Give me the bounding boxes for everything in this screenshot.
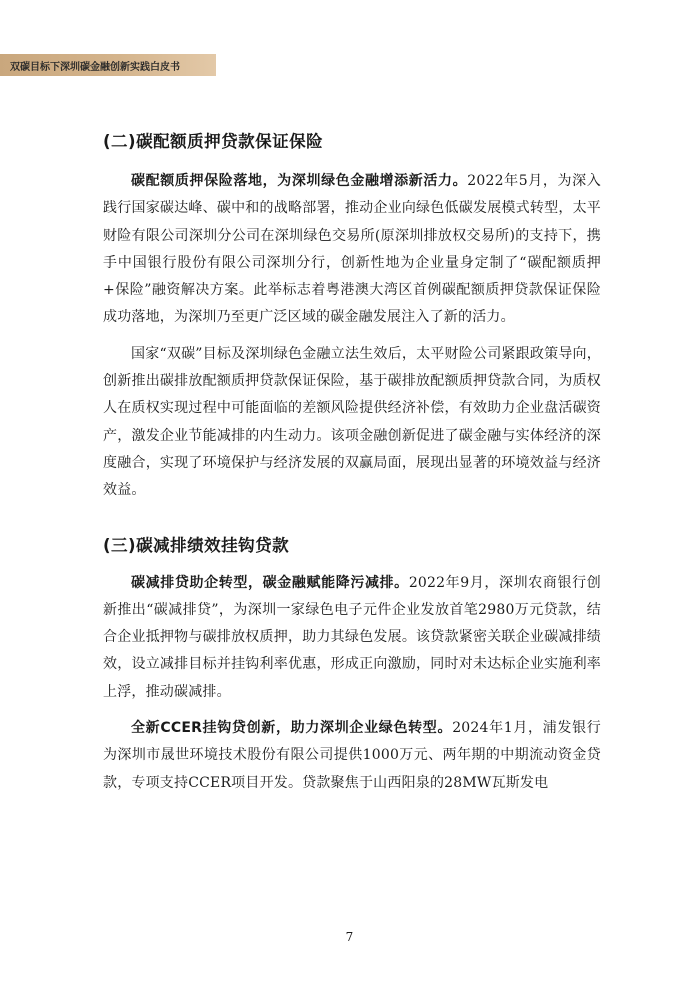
- paragraph-text: 2022年9月，深圳农商银行创新推出“碳减排贷”，为深圳一家绿色电子元件企业发放首笔2980万元贷款，结合企业抵押物与碳排放权质押，助力其绿色发展。该贷款紧密关联企业碳减排绩效，设立减排目标并挂钩利率优惠，形成正向激励，同时对未达标企业实施利率上浮，推动碳减排。: [103, 574, 601, 700]
- header-title: 双碳目标下深圳碳金融创新实践白皮书: [10, 62, 180, 73]
- paragraph-text: 2022年5月，为深入践行国家碳达峰、碳中和的战略部署，推动企业向绿色低碳发展模式转型，太平财险有限公司深圳分公司在深圳绿色交易所(原深圳排放权交易所)的支持下，携手中国银行股份有限公司深圳分行，创新性地为企业量身定制了“碳配额质押+保险”融资解决方案。此举标志着粤港澳大湾区首例碳配额质押贷款保证保险成功落地，为深圳乃至更广泛区域的碳金融发展注入了新的活力。: [103, 173, 601, 326]
- paragraph: [103, 715, 601, 797]
- paragraph-text: 国家“双碳”目标及深圳绿色金融立法生效后，太平财险公司紧跟政策导向，创新推出碳排放配额质押贷款保证保险，基于碳排放配额质押贷款合同，为质权人在质权实现过程中可能面临的差额风险提供经济补偿，有效助力企业盘活碳资产，激发企业节能减排的内生动力。该项金融创新促进了碳金融与实体经济的深度融合，实现了环境保护与经济发展的双赢局面，展现出显著的环境效益与经济效益。: [103, 345, 601, 499]
- header-band: [0, 54, 216, 76]
- paragraph-text: 2024年1月，浦发银行为深圳市晟世环境技术股份有限公司提供1000万元、两年期的中期流动资金贷款，专项支持CCER项目开发。贷款聚焦于山西阳泉的28MW瓦斯发电: [103, 720, 601, 791]
- page-number: 7: [345, 930, 354, 944]
- section-heading: (二)碳配额质押贷款保证保险: [103, 132, 324, 151]
- paragraph-lead: 碳减排贷助企转型，碳金融赋能降污减排。: [131, 574, 409, 591]
- document-body: [103, 128, 601, 797]
- paragraph-lead: 全新CCER挂钩贷创新，助力深圳企业绿色转型。: [131, 720, 453, 737]
- paragraph: [103, 168, 601, 332]
- section-heading: (三)碳减排绩效挂钩贷款: [103, 535, 290, 555]
- paragraph: [103, 341, 601, 505]
- paragraph: [103, 570, 601, 706]
- paragraph-lead: 碳配额质押保险落地，为深圳绿色金融增添新活力。: [131, 173, 468, 189]
